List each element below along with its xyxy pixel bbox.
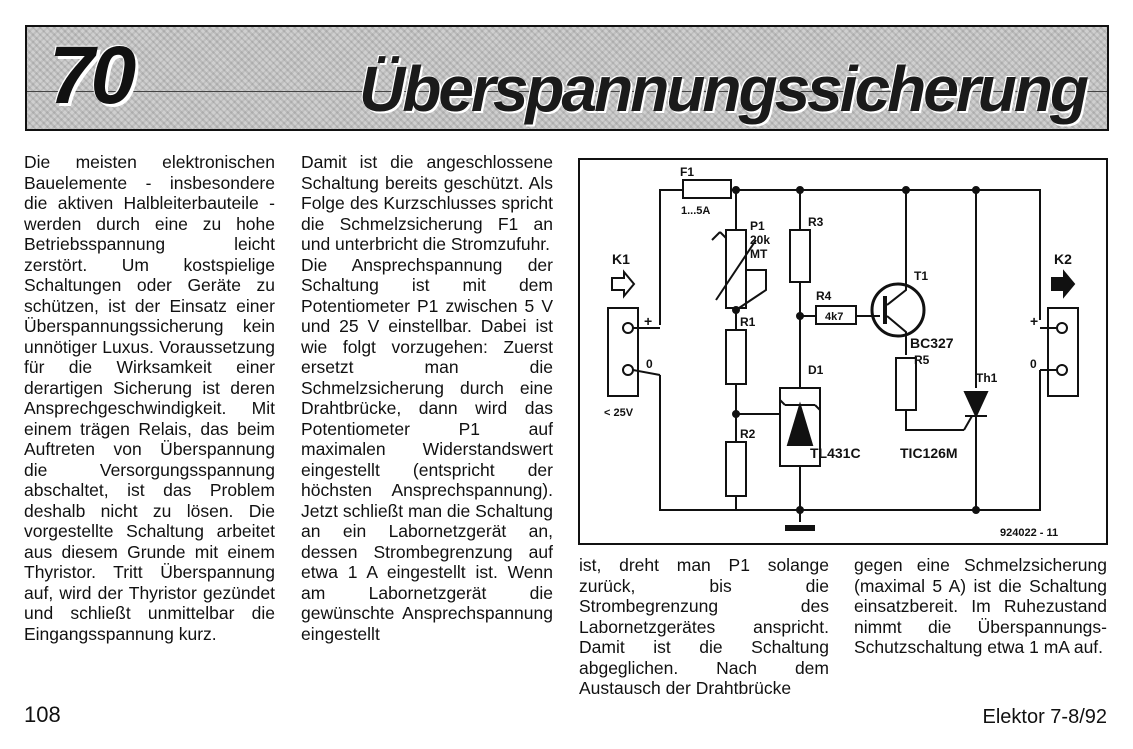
article-number: 70 xyxy=(49,30,133,121)
figure-id: 924022 - 11 xyxy=(1000,527,1059,539)
label-k1-plus: + xyxy=(644,313,653,329)
text-column-4 xyxy=(854,555,1107,658)
resistor-r5 xyxy=(896,358,916,410)
label-input-voltage: < 25V xyxy=(604,407,634,419)
fuse-f1 xyxy=(683,180,731,198)
paragraph: Damit ist die angeschlossene Schaltung bereits geschützt. Als Folge des Kurzschlusses spricht die Schmelzsicherung F1 an und unterbricht die Stromzufuhr. xyxy=(301,152,553,254)
output-arrow-icon xyxy=(1052,272,1074,296)
label-f1-rating: 1...5A xyxy=(681,205,711,217)
input-arrow-icon xyxy=(612,272,634,296)
label-p1: P1 xyxy=(750,219,765,233)
paragraph: gegen eine Schmelzsicherung (maximal 5 A) ist die Schaltung einsatzbereit. Im Ruhezustand nimmt die Überspannungs-Schutzschaltung etwa 1 mA auf. xyxy=(854,555,1107,657)
label-r3: R3 xyxy=(808,215,824,229)
label-th1-part: TIC126M xyxy=(900,445,958,461)
thyristor-th1 xyxy=(965,392,987,416)
paragraph: ist, dreht man P1 solange zurück, bis die Strombegrenzung des Labornetzgerätes anspricht. Damit ist die Schaltung abgeglichen. Nach dem Austausch der Drahtbrücke xyxy=(579,555,829,698)
text-column-1 xyxy=(24,152,275,644)
label-k2: K2 xyxy=(1054,251,1072,267)
article-header xyxy=(25,25,1109,131)
resistor-r1 xyxy=(726,330,746,384)
label-f1: F1 xyxy=(680,165,695,179)
label-d1-part: TL431C xyxy=(810,445,861,461)
text-column-2 xyxy=(301,152,553,644)
article-title: Überspannungssicherung xyxy=(359,53,1086,125)
label-r2: R2 xyxy=(740,427,756,441)
label-r4-value: 4k7 xyxy=(825,311,844,323)
label-t1: T1 xyxy=(914,269,929,283)
label-p1-value: 20k xyxy=(750,233,771,247)
label-k2-plus: + xyxy=(1030,313,1039,329)
label-p1-type: MT xyxy=(750,247,768,261)
label-k1: K1 xyxy=(612,251,630,267)
label-r5: R5 xyxy=(914,353,930,367)
connector-k1 xyxy=(608,308,638,396)
label-r1: R1 xyxy=(740,315,756,329)
transistor-t1 xyxy=(872,284,924,336)
paragraph: Die Ansprechspannung der Schaltung ist mit dem Potentiometer P1 zwischen 5 V und 25 V einstellbar. Dabei ist wie folgt vorzugehen: Zuerst ersetzt man die Schmelzsicherung durch eine Drahtbrücke, dann wird das Potentiometer P1 auf maximalen Widerstandswert eingestellt (entspricht der höchsten Ansprechspannung). Jetzt schließt man die Schaltung an ein Labornetzgerät an, dessen Strombegrenzung auf etwa 1 A eingestellt ist. Wenn am Labornetzgerät die gewünschte Ansprechspannung eingestellt xyxy=(301,254,553,644)
circuit-schematic xyxy=(578,158,1108,545)
magazine-issue: Elektor 7-8/92 xyxy=(982,706,1107,728)
page-number: 108 xyxy=(24,702,61,727)
resistor-r2 xyxy=(726,442,746,496)
label-k1-zero: 0 xyxy=(646,357,653,371)
text-column-3 xyxy=(579,555,829,699)
resistor-r3 xyxy=(790,230,810,282)
label-k2-zero: 0 xyxy=(1030,357,1037,371)
label-d1: D1 xyxy=(808,363,824,377)
connector-k2 xyxy=(1048,308,1078,396)
label-r4: R4 xyxy=(816,289,832,303)
paragraph: Die meisten elektronischen Bauelemente - insbesondere die aktiven Halbleiterbauteile - werden durch eine zu hohe Betriebsspannung leicht zerstört. Um kostspielige Schaltungen oder Geräte zu schützen, ist der Einsatz einer Überspannungssicherung kein unnötiger Luxus. Voraussetzung für die Wirksamkeit einer derartigen Sicherung ist deren Ansprechgeschwindigkeit. Mit einem trägen Relais, das beim Auftreten von Überspannung die Versorgungsspannung abschaltet, ist das Problem deshalb nicht zu lösen. Die vorgestellte Schaltung arbeitet aus diesem Grunde mit einem Thyristor. Tritt Überspannung auf, wird der Thyristor gezündet und schließt unmittelbar die Eingangsspannung kurz. xyxy=(24,152,275,644)
label-t1-part: BC327 xyxy=(910,335,954,351)
label-th1: Th1 xyxy=(976,371,998,385)
